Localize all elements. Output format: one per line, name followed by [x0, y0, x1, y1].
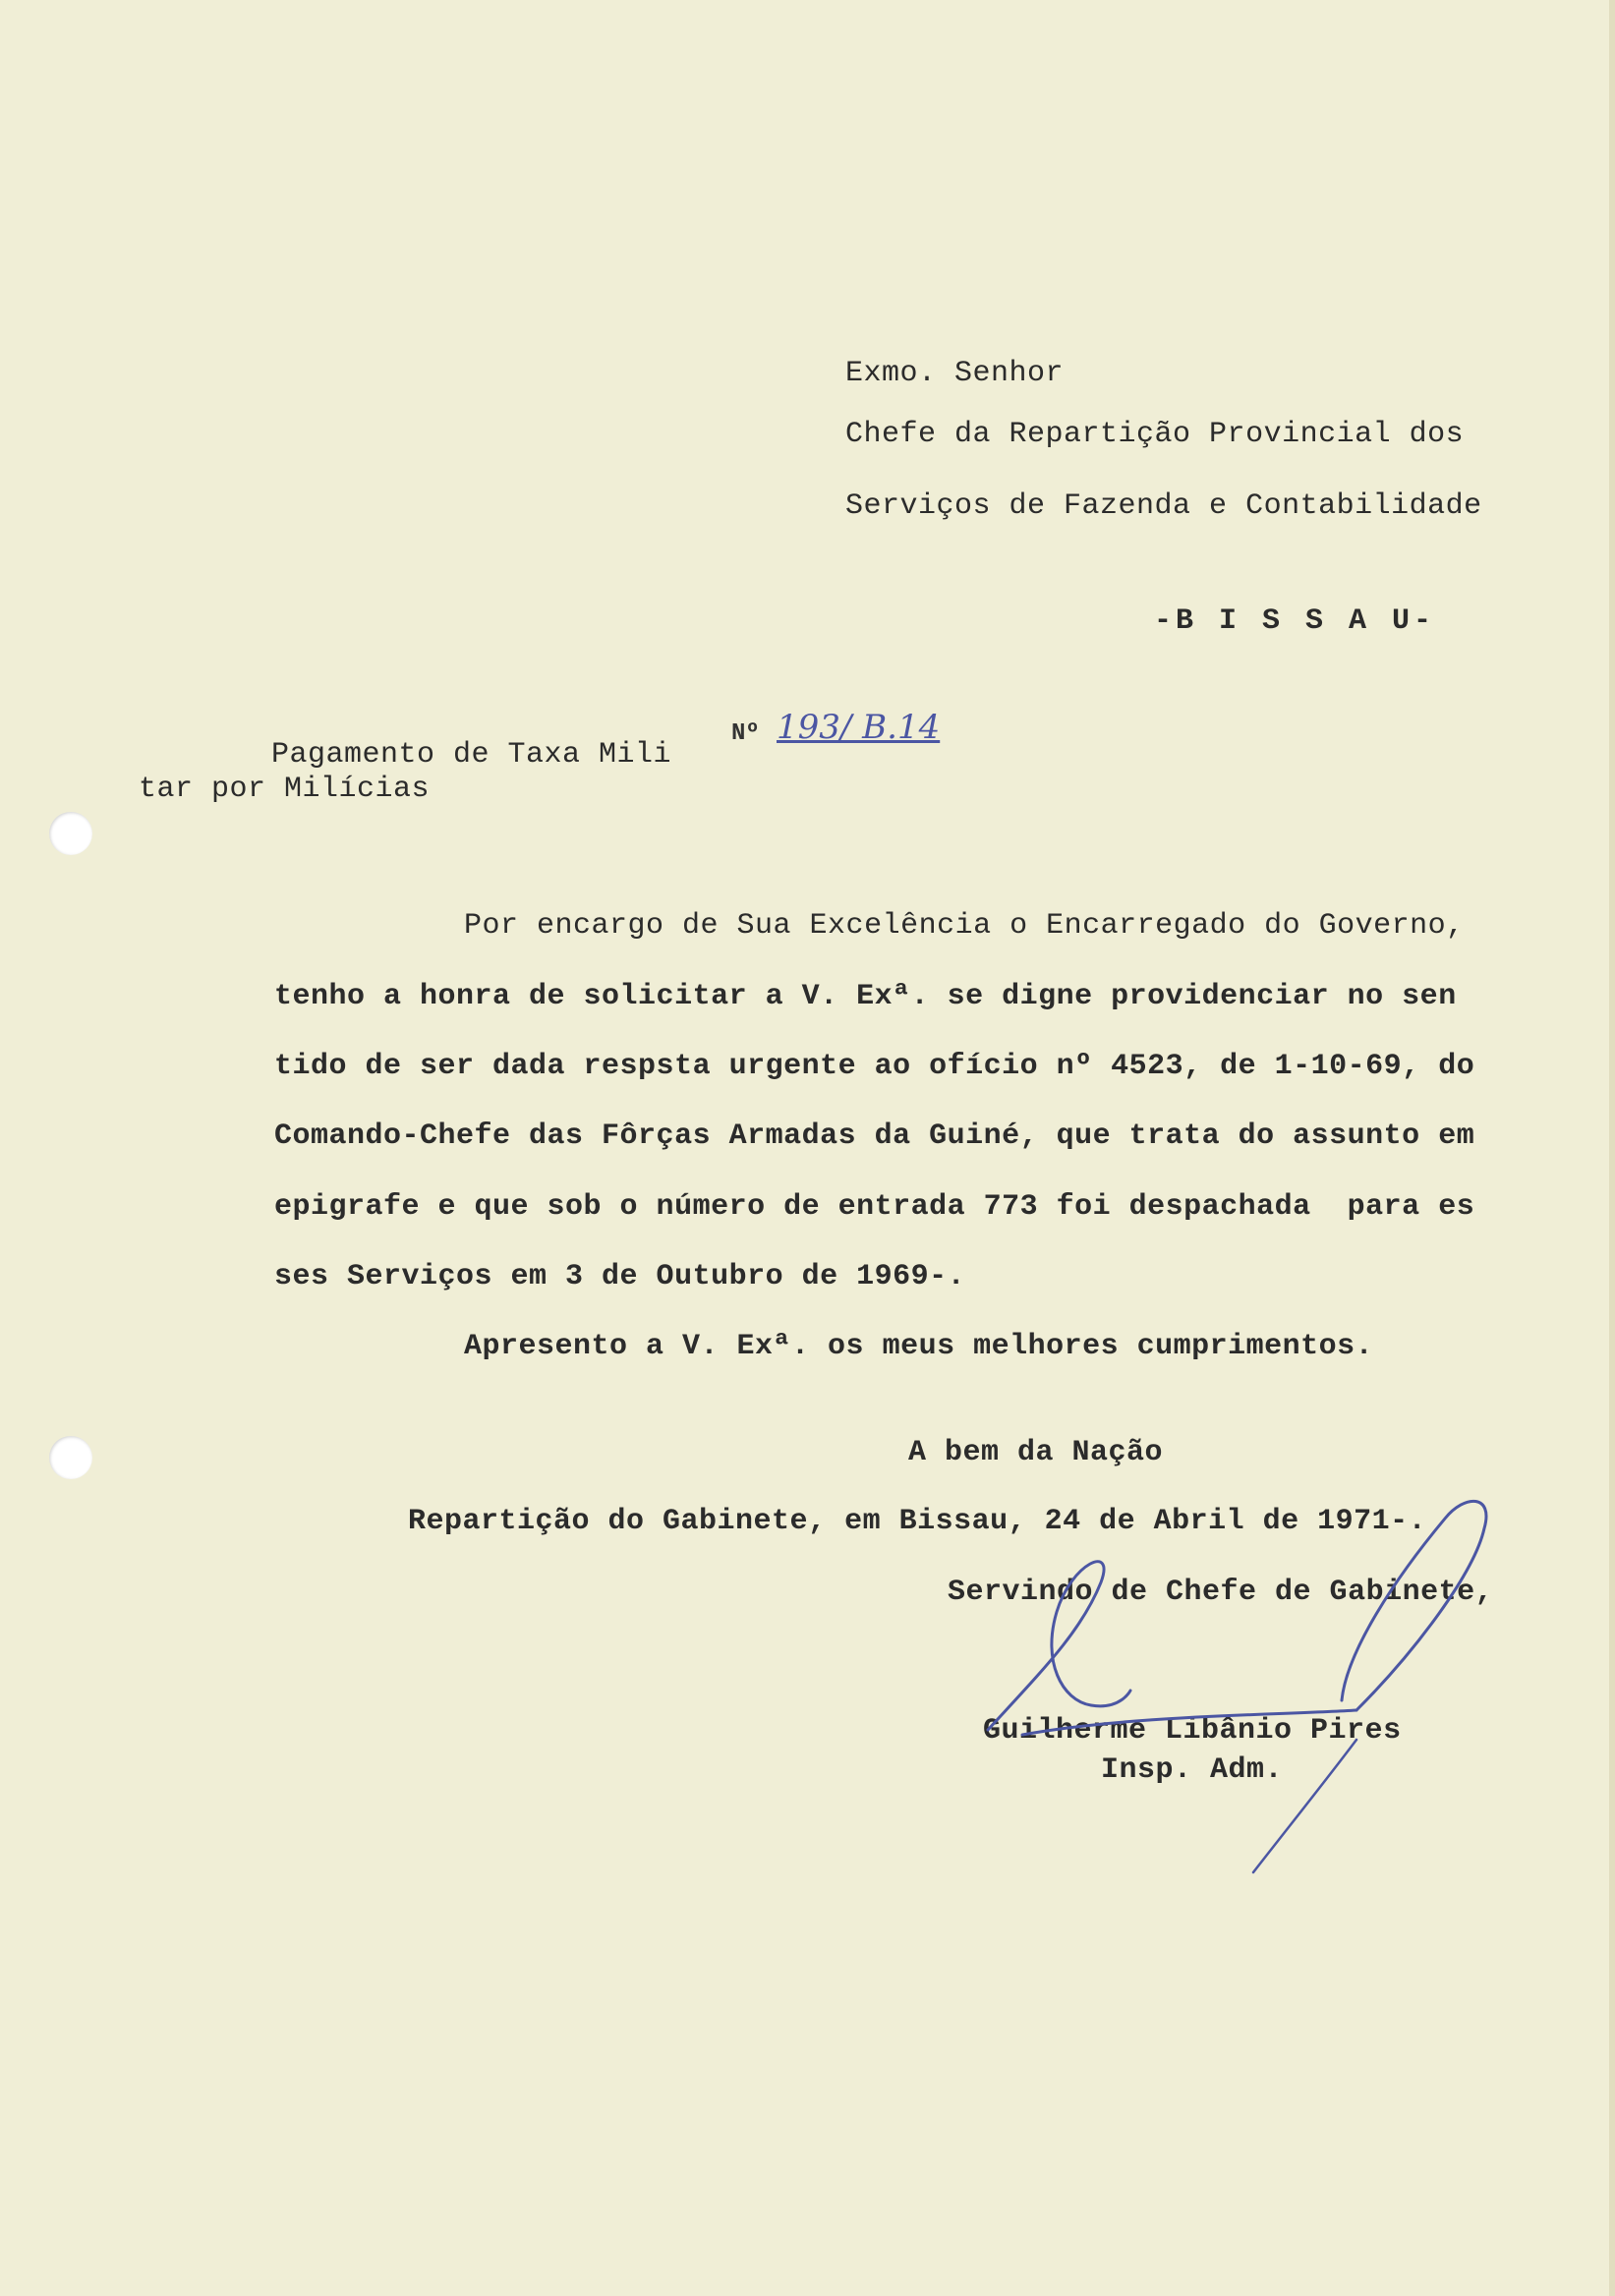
closing-motto: A bem da Nação: [908, 1436, 1164, 1469]
signatory-title: Insp. Adm.: [1101, 1753, 1284, 1787]
closing-role: Servindo de Chefe de Gabinete,: [948, 1576, 1494, 1609]
address-line-2: Serviços de Fazenda e Contabilidade: [845, 489, 1482, 523]
body-line-4: Comando-Chefe das Fôrças Armadas da Guiné, que trata do assunto em: [274, 1119, 1475, 1153]
subject-line-1: Pagamento de Taxa Mili: [271, 738, 672, 772]
body-line-1: Por encargo de Sua Excelência o Encarregado do Governo,: [464, 909, 1465, 943]
signatory-name: Guilherme Libânio Pires: [983, 1714, 1402, 1748]
sheet-edge: [1609, 0, 1615, 2296]
body-line-5: epigrafe e que sob o número de entrada 773 foi despachada para es: [274, 1190, 1475, 1224]
body-closing-line: Apresento a V. Exª. os meus melhores cumprimentos.: [464, 1330, 1374, 1363]
address-salutation: Exmo. Senhor: [845, 357, 1065, 390]
punch-hole-upper: [49, 812, 92, 855]
body-line-3: tido de ser dada respsta urgente ao ofício nº 4523, de 1-10-69, do: [274, 1050, 1475, 1083]
subject-line-2: tar por Milícias: [139, 773, 431, 806]
punch-hole-lower: [49, 1436, 92, 1479]
body-line-2: tenho a honra de solicitar a V. Exª. se digne providenciar no sen: [274, 980, 1457, 1013]
reference-prefix: Nº: [731, 720, 760, 747]
body-line-6: ses Serviços em 3 de Outubro de 1969-.: [274, 1260, 966, 1293]
address-city: -B I S S A U-: [1154, 604, 1436, 638]
closing-place-date: Repartição do Gabinete, em Bissau, 24 de Abril de 1971-.: [408, 1505, 1427, 1538]
address-line-1: Chefe da Repartição Provincial dos: [845, 418, 1465, 451]
reference-handwritten-number: 193/ B.14: [777, 708, 941, 747]
